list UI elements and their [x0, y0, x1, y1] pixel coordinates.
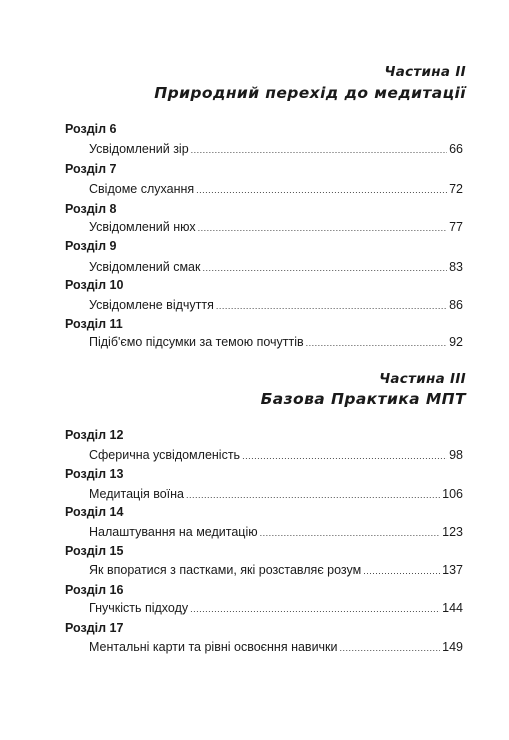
part-title: Природний перехід до медитації — [154, 84, 466, 102]
chapter-label: Розділ 14 — [65, 505, 124, 519]
toc-entry[interactable] — [89, 182, 463, 196]
toc-entry-title: Усвідомлене відчуття — [89, 298, 214, 312]
dot-leader — [260, 528, 441, 538]
chapter-label: Розділ 7 — [65, 162, 117, 176]
toc-entry-page: 92 — [449, 335, 463, 349]
toc-entry[interactable] — [89, 601, 463, 615]
chapter-label: Розділ 16 — [65, 583, 124, 597]
dot-leader — [306, 338, 447, 348]
toc-entry[interactable] — [89, 142, 463, 156]
dot-leader — [196, 185, 447, 195]
toc-entry-page: 86 — [449, 298, 463, 312]
dot-leader — [340, 643, 441, 653]
toc-entry-page: 149 — [442, 640, 463, 654]
toc-entry-title: Усвідомлений смак — [89, 260, 201, 274]
toc-entry[interactable] — [89, 563, 463, 577]
dot-leader — [190, 604, 440, 614]
chapter-label: Розділ 11 — [65, 317, 123, 331]
toc-entry-page: 137 — [442, 563, 463, 577]
chapter-label: Розділ 6 — [65, 122, 117, 136]
toc-entry-title: Гнучкість підходу — [89, 601, 189, 615]
toc-entry-page: 123 — [442, 525, 463, 539]
dot-leader — [242, 451, 447, 461]
dot-leader — [186, 490, 440, 500]
chapter-label: Розділ 8 — [65, 202, 117, 216]
toc-entry-title: Ментальні карти та рівні освоєння навички — [89, 640, 338, 654]
toc-entry-title: Налаштування на медитацію — [89, 525, 258, 539]
dot-leader — [191, 145, 447, 155]
toc-entry[interactable] — [89, 525, 463, 539]
toc-entry-title: Як впоратися з пастками, які розставляє розум — [89, 563, 362, 577]
chapter-label: Розділ 9 — [65, 239, 117, 253]
chapter-label: Розділ 12 — [65, 428, 124, 442]
toc-entry-title: Підіб'ємо підсумки за темою почуттів — [89, 335, 304, 349]
dot-leader — [363, 566, 440, 576]
part-label: Частина III — [379, 371, 466, 387]
toc-entry-title: Усвідомлений зір — [89, 142, 189, 156]
chapter-label: Розділ 15 — [65, 544, 124, 558]
toc-entry-page: 144 — [442, 601, 463, 615]
toc-entry-page: 72 — [449, 182, 463, 196]
toc-entry[interactable] — [89, 448, 463, 462]
dot-leader — [198, 223, 448, 233]
toc-entry[interactable] — [89, 487, 463, 501]
dot-leader — [202, 263, 447, 273]
chapter-label: Розділ 10 — [65, 278, 124, 292]
chapter-label: Розділ 17 — [65, 621, 124, 635]
toc-entry-page: 98 — [449, 448, 463, 462]
chapter-label: Розділ 13 — [65, 467, 124, 481]
toc-entry-page: 106 — [442, 487, 463, 501]
toc-entry-title: Медитація воїна — [89, 487, 185, 501]
toc-entry[interactable] — [89, 335, 463, 349]
toc-entry[interactable] — [89, 640, 463, 654]
toc-entry-title: Сферична усвідомленість — [89, 448, 241, 462]
toc-entry-page: 77 — [449, 220, 463, 234]
toc-entry-page: 66 — [449, 142, 463, 156]
toc-entry[interactable] — [89, 220, 463, 234]
dot-leader — [216, 301, 447, 311]
part-title: Базова Практика МПТ — [260, 390, 466, 408]
toc-entry[interactable] — [89, 260, 463, 274]
toc-entry-title: Свідоме слухання — [89, 182, 195, 196]
toc-entry-title: Усвідомлений нюх — [89, 220, 196, 234]
part-label: Частина II — [384, 64, 466, 80]
toc-entry-page: 83 — [449, 260, 463, 274]
toc-entry[interactable] — [89, 298, 463, 312]
